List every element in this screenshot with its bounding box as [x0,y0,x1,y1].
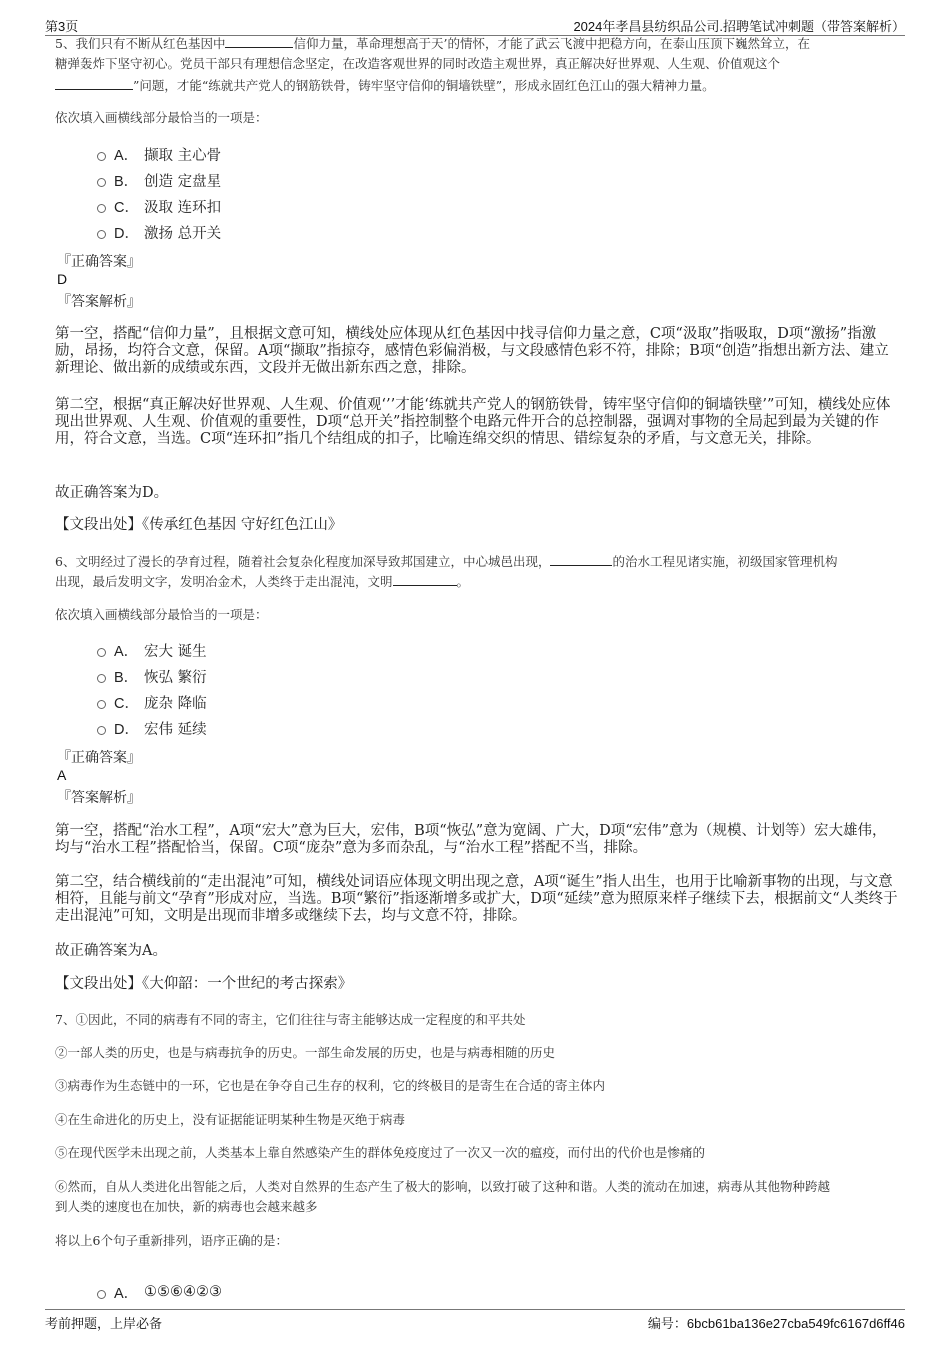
q5-analysis-label: 『答案解析』 [57,294,141,310]
q5-intro-line3: ”问题，才能“练就共产党人的钢筋铁骨，铸牢坚守信仰的铜墙铁壁”，形成永固红色江山的强大精神力量。 [55,76,900,96]
q5-option-d[interactable]: D． 激扬 总开关 [97,221,221,243]
footer-rule [45,1309,905,1310]
radio-icon[interactable] [97,204,106,213]
q7-sentence-5: ⑤在现代医学未出现之前，人类基本上靠自然感染产生的群体免疫度过了一次又一次的瘟疫，而付出的代价也是惨痛的 [55,1145,706,1160]
q5-source: 【文段出处】《传承红色基因 守好红色江山》 [55,517,343,533]
q6-analysis-label: 『答案解析』 [57,790,141,806]
blank-1 [550,553,612,566]
q5-analysis-p2: 第二空，根据“真正解决好世界观、人生观、价值观‘’’才能‘练就共产党人的钢筋铁骨，铸牢坚守信仰的铜墙铁壁’”可知，横线处应体现出世界观、人生观、价值观的重要性，D项“总开关”指控制整个电路元件开合的总控制器，强调对事物的全局起到最为关键的作用，符合文意，当选。C项“连环扣”指几个结组成的扣子，比喻连绵交织的情思、错综复杂的矛盾，与文意无关，排除。 [55,397,891,447]
q6-conclusion: 故正确答案为A。 [55,943,167,959]
radio-icon[interactable] [97,674,106,683]
radio-icon[interactable] [97,1290,106,1299]
q6-answer-label: 『正确答案』 [57,750,141,766]
blank-2 [393,573,457,586]
q7-sentence-6a: ⑥然而，自从人类进化出智能之后，人类对自然界的生态产生了极大的影响，以致打破了这种和谐。人类的流动在加速，病毒从其他物种跨越 [55,1179,831,1194]
q7-sentence-1: 7、①因此，不同的病毒有不同的寄主，它们往往与寄主能够达成一定程度的和平共处 [55,1012,526,1027]
q6-intro-line1: 6、文明经过了漫长的孕育过程，随着社会复杂化程度加深导致邦国建立，中心城邑出现， 的治水工程见诸实施，初级国家管理机构 [55,554,838,569]
q6-analysis-p1: 第一空，搭配“治水工程”，A项“宏大”意为巨大，宏伟，B项“恢弘”意为宽阔、广大，D项“宏伟”意为（规模、计划等）宏大雄伟，均与“治水工程”搭配恰当，保留。C项“庞杂”意为多而杂乱，与“治水工程”搭配不当，排除。 [55,823,887,856]
q7-option-a[interactable]: A． ①⑤⑥④②③ [97,1281,222,1303]
q6-option-c[interactable]: C． 庞杂 降临 [97,691,207,713]
q5-option-c[interactable]: C． 汲取 连环扣 [97,195,221,217]
document-title: 2024年孝昌县纺织品公司.招聘笔试冲刺题（带答案解析） [573,19,905,34]
radio-icon[interactable] [97,152,106,161]
q6-option-a[interactable]: A． 宏大 诞生 [97,639,207,661]
q6-answer: A [57,767,67,783]
footer-slogan: 考前押题，上岸必备 [45,1316,163,1331]
q5-option-b[interactable]: B． 创造 定盘星 [97,169,221,191]
radio-icon[interactable] [97,230,106,239]
radio-icon[interactable] [97,178,106,187]
q6-analysis-p2: 第二空，结合横线前的“走出混沌”可知，横线处词语应体现文明出现之意，A项“诞生”指人出生，也用于比喻新事物的出现，与文意相符，且能与前文“孕育”形成对应，当选。B项“繁衍”指逐渐增多或扩大，D项“延续”意为照原来样子继续下去，根据前文“人类终于走出混沌”可知，文明是出现而非增多或继续下去，均与文意不符，排除。 [55,874,898,924]
document-id: 编号：6bcb61ba136e27cba549fc6167d6ff46 [647,1316,905,1331]
q5-analysis-p1: 第一空，搭配“信仰力量”，且根据文意可知，横线处应体现从红色基因中找寻信仰力量之意，C项“汲取”指吸取，D项“激扬”指激励，昂扬，均符合文意，保留。A项“撷取”指掠夺，感情色彩偏消极，与文段感情色彩不符，排除；B项“创造”指想出新方法、建立新理论、做出新的成绩或东西，文段并无做出新东西之意，排除。 [55,326,889,376]
q7-prompt: 将以上6个句子重新排列，语序正确的是： [55,1233,288,1248]
q5-answer: D [57,271,68,287]
blank-1 [225,35,293,48]
q7-sentence-4: ④在生命进化的历史上，没有证据能证明某种生物是灭绝于病毒 [55,1112,406,1127]
q5-conclusion: 故正确答案为D。 [55,485,169,501]
q5-intro-line1: 5、我们只有不断从红色基因中 信仰力量，革命理想高于天’的情怀，才能了武云飞渡中把稳方向，在泰山压顶下巍然耸立，在 [55,36,810,51]
q5-intro-line2: 糖弹轰炸下坚守初心。党员干部只有理想信念坚定，在改造客观世界的同时改造主观世界，真正解决好世界观、人生观、价值观这个 [55,56,781,71]
q5-answer-label: 『正确答案』 [57,254,141,270]
q7-sentence-6b: 到人类的速度也在加快，新的病毒也会越来越多 [55,1199,318,1214]
q5-option-a[interactable]: A． 撷取 主心骨 [97,143,221,165]
q5-prompt: 依次填入画横线部分最恰当的一项是： [55,110,268,125]
q6-source: 【文段出处】《大仰韶：一个世纪的考古探索》 [55,976,353,992]
radio-icon[interactable] [97,648,106,657]
q6-option-b[interactable]: B． 恢弘 繁衍 [97,665,207,687]
radio-icon[interactable] [97,726,106,735]
page-number: 第3页 [45,19,79,34]
blank-2 [55,77,133,90]
radio-icon[interactable] [97,700,106,709]
q6-intro-line2: 出现，最后发明文字，发明冶金术，人类终于走出混沌，文明 。 [55,574,470,589]
q7-sentence-2: ②一部人类的历史，也是与病毒抗争的历史。一部生命发展的历史，也是与病毒相随的历史 [55,1045,556,1060]
q7-sentence-3: ③病毒作为生态链中的一环，它也是在争夺自己生存的权利，它的终极目的是寄生在合适的寄主体内 [55,1078,606,1093]
q6-prompt: 依次填入画横线部分最恰当的一项是： [55,607,268,622]
q6-option-d[interactable]: D． 宏伟 延续 [97,717,207,739]
